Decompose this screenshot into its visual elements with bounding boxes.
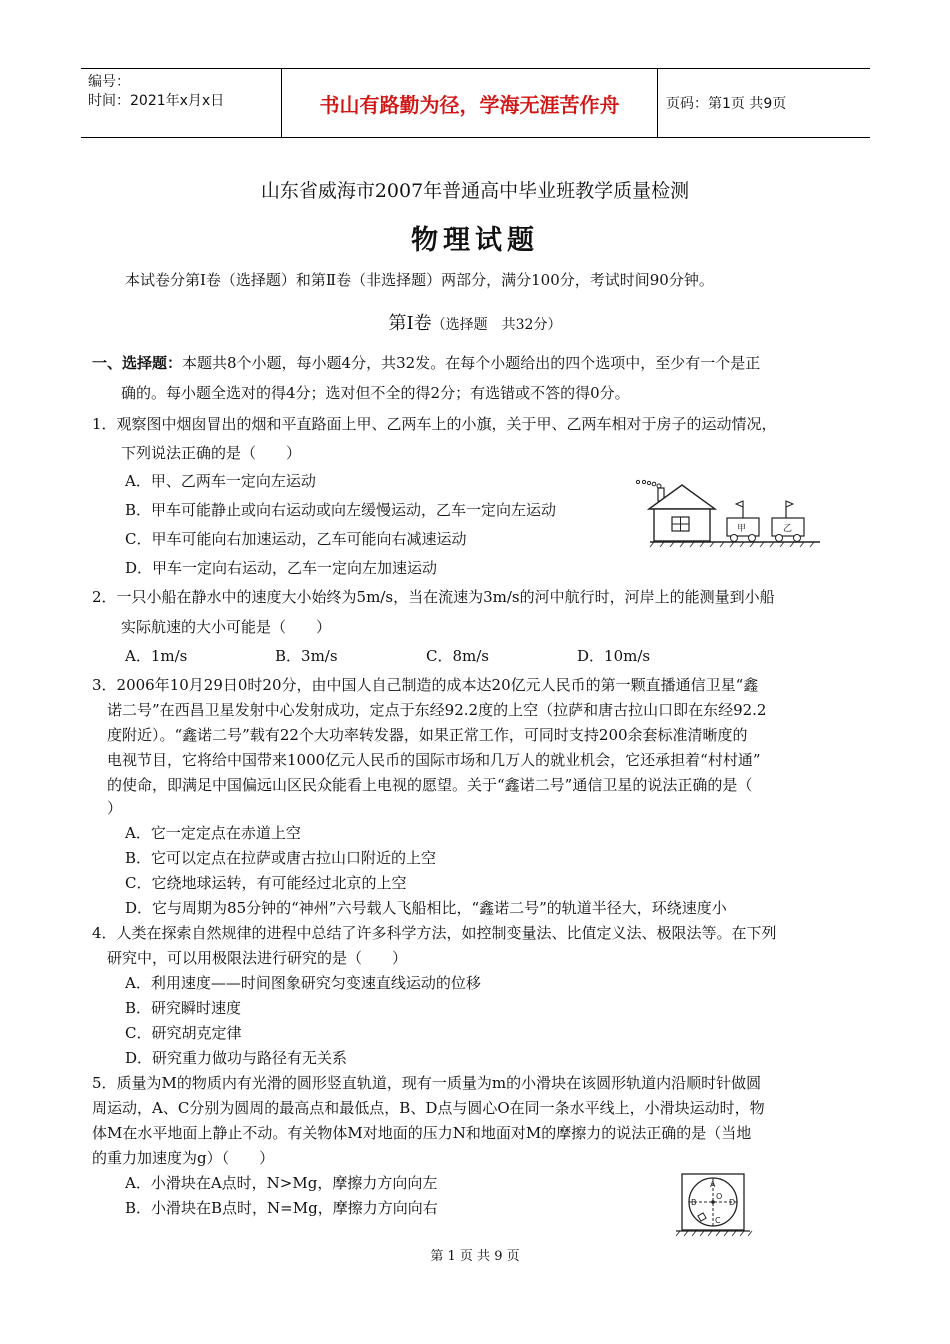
q4-stem-1: 4．人类在探索自然规律的进程中总结了许多科学方法，如控制变量法、比值定义法、极限法等。在下列 [92, 924, 777, 942]
q5-stem-2: 周运动，A、C分别为圆周的最高点和最低点，B、D点与圆心O在同一条水平线上，小滑块运动时，物 [92, 1099, 765, 1117]
fig-point-b: B [691, 1198, 697, 1207]
q3-stem-3: 度附近）。“鑫诺二号”载有22个大功率转发器，如果正常工作，可同时支持200余套标准清晰度的 [107, 726, 748, 744]
q2-option-c: C．8m/s [426, 647, 489, 665]
q5-stem-4: 的重力加速度为g）（ ） [92, 1149, 275, 1167]
subject-title: 物理试题 [411, 225, 539, 256]
car-jia [727, 501, 759, 542]
fig-point-c: C [715, 1216, 721, 1225]
section1-head: 一、选择题： [92, 354, 183, 372]
section1-line1: 一、选择题：本题共8个小题，每小题4分，共32发。在每个小题给出的四个选项中，至少有一个是正 [92, 354, 761, 372]
q3-option-c: C．它绕地球运转，有可能经过北京的上空 [125, 874, 407, 892]
header-page-info: 页码：第1页 共9页 [666, 96, 787, 112]
q1-option-a: A．甲、乙两车一定向左运动 [125, 472, 316, 490]
house-cars-figure [632, 474, 824, 550]
exam-title: 山东省威海市2007年普通高中毕业班教学质量检测 [260, 180, 690, 202]
q2-stem-2: 实际航速的大小可能是（ ） [121, 618, 332, 636]
part1-subtitle: （选择题 共32分） [431, 317, 562, 333]
fig-point-d: D [729, 1198, 736, 1207]
q4-option-c: C．研究胡克定律 [125, 1024, 242, 1042]
q3-option-d: D．它与周期为85分钟的“神州”六号载人飞船相比，“鑫诺二号”的轨道半径大，环绕速度小 [125, 899, 727, 917]
q1-option-c: C．甲车可能向右加速运动，乙车可能向右减速运动 [125, 530, 467, 548]
q5-option-b: B．小滑块在B点时，N=Mg，摩擦力方向向右 [125, 1199, 438, 1217]
q2-option-b: B．3m/s [275, 647, 338, 665]
section1-line2: 确的。每小题全选对的得4分；选对但不全的得2分；有选错或不答的得0分。 [121, 384, 630, 402]
exam-intro: 本试卷分第Ⅰ卷（选择题）和第Ⅱ卷（非选择题）两部分，满分100分，考试时间90分钟。 [125, 271, 714, 289]
circular-track-figure [672, 1170, 756, 1240]
car-yi [772, 501, 804, 542]
q2-option-d: D．10m/s [577, 647, 651, 665]
q4-option-b: B．研究瞬时速度 [125, 999, 242, 1017]
part1-heading [0, 313, 950, 336]
q3-stem-4: 电视节目，它将给中国带来1000亿元人民币的国际市场和几万人的就业机会，它还承担着“村村通” [107, 751, 761, 769]
q5-option-a: A．小滑块在A点时，N>Mg，摩擦力方向向左 [125, 1174, 438, 1192]
q5-stem-3: 体M在水平地面上静止不动。有关物体M对地面的压力N和地面对M的摩擦力的说法正确的是（当地 [92, 1124, 752, 1142]
time-label: 时间：2021年x月x日 [88, 93, 225, 109]
q1-stem-1: 1．观察图中烟囱冒出的烟和平直路面上甲、乙两车上的小旗，关于甲、乙两车相对于房子的运动情况， [92, 415, 777, 433]
header-meta [81, 69, 281, 137]
q3-option-b: B．它可以定点在拉萨或唐古拉山口附近的上空 [125, 849, 437, 867]
q1-stem-2: 下列说法正确的是（ ） [121, 444, 302, 462]
fig-point-a: A [710, 1180, 716, 1189]
header-motto: 书山有路勤为径，学海无涯苦作舟 [281, 69, 658, 137]
q2-option-a: A．1m/s [125, 647, 188, 665]
q2-stem-1: 2．一只小船在静水中的速度大小始终为5m/s，当在流速为3m/s的河中航行时，河岸上的能测量到小船 [92, 588, 775, 606]
number-label: 编号： [88, 74, 130, 90]
q3-stem-5: 的使命，即满足中国偏远山区民众能看上电视的愿望。关于“鑫诺二号”通信卫星的说法正确的是（ [107, 776, 753, 794]
q1-option-b: B．甲车可能静止或向右运动或向左缓慢运动，乙车一定向左运动 [125, 501, 557, 519]
page-footer: 第 1 页 共 9 页 [430, 1249, 520, 1264]
q4-stem-2: 研究中，可以用极限法进行研究的是（ ） [107, 949, 408, 967]
q5-stem-1: 5．质量为M的物质内有光滑的圆形竖直轨道，现有一质量为m的小滑块在该圆形轨道内沿顺时针做圆 [92, 1074, 762, 1092]
q4-option-d: D．研究重力做功与路径有无关系 [125, 1049, 348, 1067]
fig-point-o: O [716, 1192, 723, 1201]
q3-option-a: A．它一定定点在赤道上空 [125, 824, 301, 842]
q3-stem-1: 3．2006年10月29日0时20分，由中国人自己制造的成本达20亿元人民币的第一颗直播通信卫星“鑫 [92, 676, 759, 694]
car-jia-label: 甲 [737, 524, 747, 534]
q1-option-d: D．甲车一定向右运动，乙车一定向左加速运动 [125, 559, 438, 577]
q3-stem-2: 诺二号”在西昌卫星发射中心发射成功，定点于东经92.2度的上空（拉萨和唐古拉山口即在东经92.2 [107, 701, 767, 719]
q3-stem-6: ） [107, 799, 123, 817]
part1-title: 第Ⅰ卷 [388, 313, 432, 334]
header-bar [81, 68, 870, 138]
car-yi-label: 乙 [783, 524, 793, 534]
q4-option-a: A．利用速度——时间图象研究匀变速直线运动的位移 [125, 974, 481, 992]
